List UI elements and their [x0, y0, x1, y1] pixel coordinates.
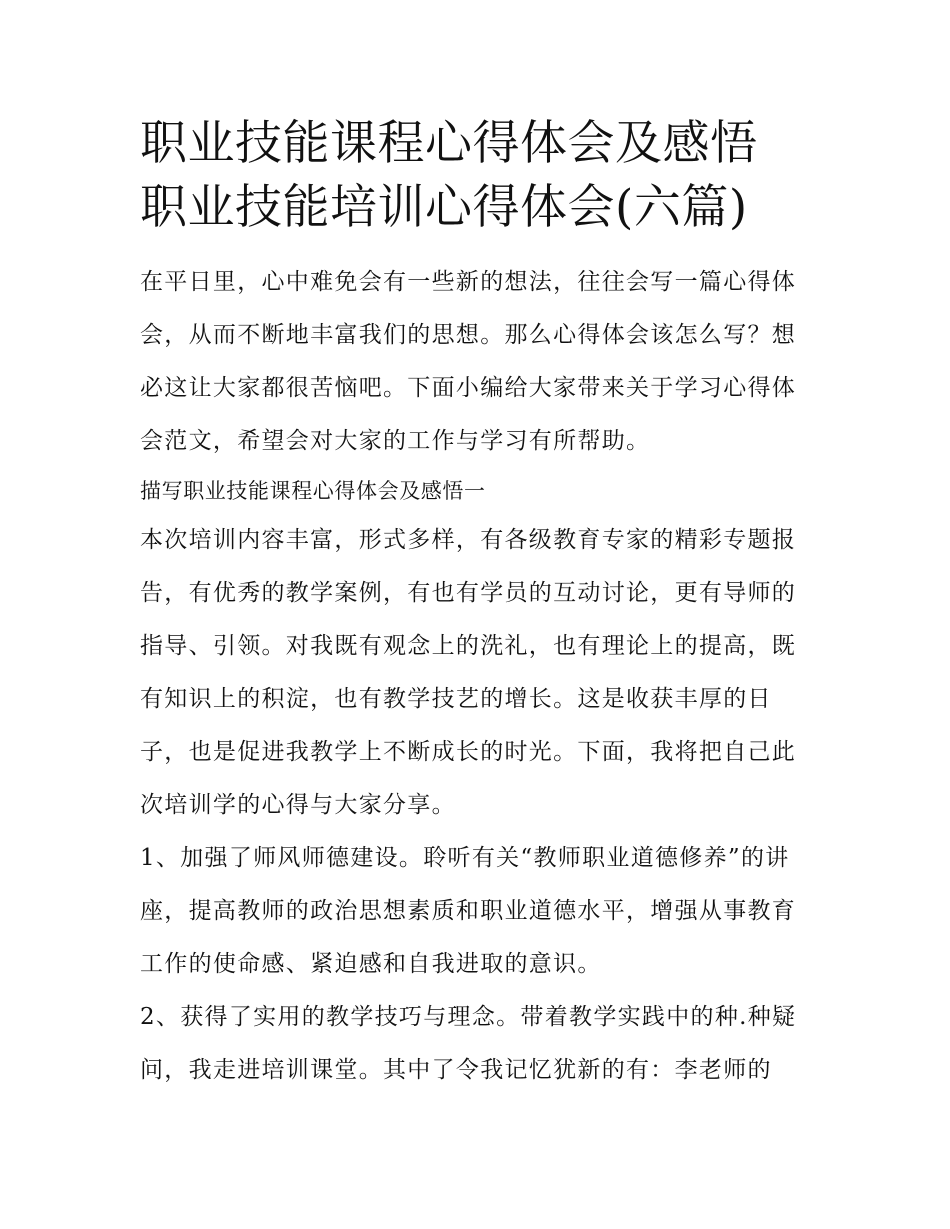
title-line-2: 职业技能培训心得体会(六篇) [140, 180, 748, 235]
intro-line-2: 会，从而不断地丰富我们的思想。那么心得体会该怎么写？想 [140, 322, 797, 348]
body-paragraph-2 [140, 832, 820, 991]
body-3-line-2: 问，我走进培训课堂。其中了令我记忆犹新的有：李老师的 [140, 1057, 772, 1083]
intro-paragraph [140, 256, 820, 468]
body-2-line-2: 座，提高教师的政治思想素质和职业道德水平，增强从事教育 [140, 898, 797, 924]
body-1-line-3: 指导、引领。对我既有观念上的洗礼，也有理论上的提高，既 [140, 633, 797, 659]
body-3-line-1: 2、获得了实用的教学技巧与理念。带着教学实践中的种.种疑 [140, 1004, 797, 1030]
section-heading: 描写职业技能课程心得体会及感悟一 [140, 479, 486, 503]
body-2-line-3: 工作的使命感、紧迫感和自我进取的意识。 [140, 951, 602, 977]
intro-line-4: 会范文，希望会对大家的工作与学习有所帮助。 [140, 428, 651, 454]
document-title [140, 112, 820, 240]
body-1-line-6: 次培训学的心得与大家分享。 [140, 792, 456, 818]
body-paragraph-1 [140, 514, 820, 832]
title-line-1: 职业技能课程心得体会及感悟 [140, 116, 758, 171]
intro-line-1: 在平日里，心中难免会有一些新的想法，往往会写一篇心得体 [140, 269, 797, 295]
body-1-line-5: 子，也是促进我教学上不断成长的时光。下面，我将把自己此 [140, 739, 797, 765]
intro-line-3: 必这让大家都很苦恼吧。下面小编给大家带来关于学习心得体 [140, 375, 797, 401]
body-1-line-4: 有知识上的积淀，也有教学技艺的增长。这是收获丰厚的日 [140, 686, 772, 712]
body-1-line-1: 本次培训内容丰富，形式多样，有各级教育专家的精彩专题报 [140, 527, 797, 553]
body-paragraph-3 [140, 991, 820, 1097]
body-1-line-2: 告，有优秀的教学案例，有也有学员的互动讨论，更有导师的 [140, 580, 797, 606]
body-2-line-1: 1、加强了师风师德建设。聆听有关“教师职业道德修养”的讲 [140, 845, 790, 871]
document-page [140, 112, 820, 1097]
